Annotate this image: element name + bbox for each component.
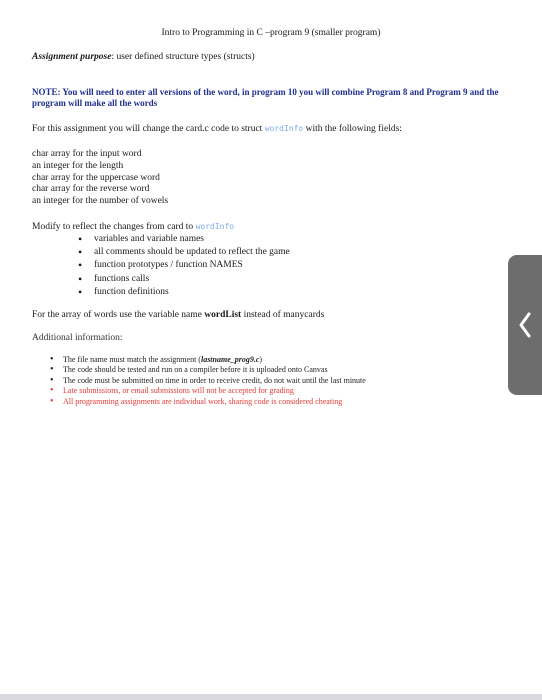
info-item-late: • Late submissions, or email submissions will not be accepted for grading bbox=[50, 386, 366, 396]
info-item-individual: • All programming assignments are individual work, sharing code is considered cheating bbox=[50, 397, 366, 407]
modify-paragraph bbox=[32, 222, 234, 232]
struct-name-code: wordInfo bbox=[264, 124, 304, 133]
intro-paragraph bbox=[32, 124, 402, 134]
field-item: an integer for the number of vowels bbox=[32, 196, 169, 207]
field-item: an integer for the length bbox=[32, 160, 124, 171]
field-item: char array for the uppercase word bbox=[32, 172, 160, 183]
modify-code: wordInfo bbox=[195, 222, 235, 231]
field-item: char array for the reverse word bbox=[32, 184, 150, 195]
array-note-before: For the array of words use the variable name bbox=[32, 310, 205, 320]
info-item-on-time: • The code must be submitted on time in order to receive credit, do not wait until the last minute bbox=[50, 376, 366, 386]
additional-info-list bbox=[50, 355, 366, 407]
modify-item: • variables and variable names bbox=[78, 233, 290, 246]
assignment-purpose bbox=[32, 52, 255, 62]
info-item-tested: • The code should be tested and run on a compiler before it is uploaded onto Canvas bbox=[50, 365, 366, 375]
modify-item: • function prototypes / function NAMES bbox=[78, 259, 290, 272]
intro-text-before: For this assignment you will change the card.c code to struct bbox=[32, 124, 265, 134]
array-note-varname: wordList bbox=[204, 310, 242, 320]
page-title: Intro to Programming in C –program 9 (smaller program) bbox=[161, 28, 381, 38]
filename-after: ) bbox=[259, 355, 263, 364]
array-note bbox=[32, 310, 324, 320]
modify-text: Modify to reflect the changes from card to bbox=[32, 222, 196, 232]
field-item: char array for the input word bbox=[32, 149, 142, 159]
chevron-left-icon bbox=[518, 312, 532, 338]
info-item-filename bbox=[50, 355, 366, 365]
note-text: NOTE: You will need to enter all versions of the word, in program 10 you will combine Program 8 and Program 9 and the program will make all the words bbox=[32, 87, 499, 108]
purpose-text: : user defined structure types (structs) bbox=[111, 52, 255, 62]
purpose-label: Assignment purpose bbox=[32, 52, 112, 62]
modify-list bbox=[78, 233, 290, 299]
filename-emph: lastname_prog9.c bbox=[200, 355, 260, 364]
filename-before: The file name must match the assignment ( bbox=[63, 355, 201, 364]
field-list bbox=[32, 149, 168, 208]
modify-item: • all comments should be updated to reflect the game bbox=[78, 246, 290, 259]
bottom-bar bbox=[0, 694, 542, 700]
array-note-after: instead of manycards bbox=[241, 310, 325, 320]
modify-item: • functions calls bbox=[78, 273, 290, 286]
modify-item: • function definitions bbox=[78, 286, 290, 299]
side-panel-tab[interactable] bbox=[508, 255, 542, 395]
additional-info-label: Additional information: bbox=[32, 333, 123, 343]
intro-text-after: with the following fields: bbox=[303, 124, 402, 134]
